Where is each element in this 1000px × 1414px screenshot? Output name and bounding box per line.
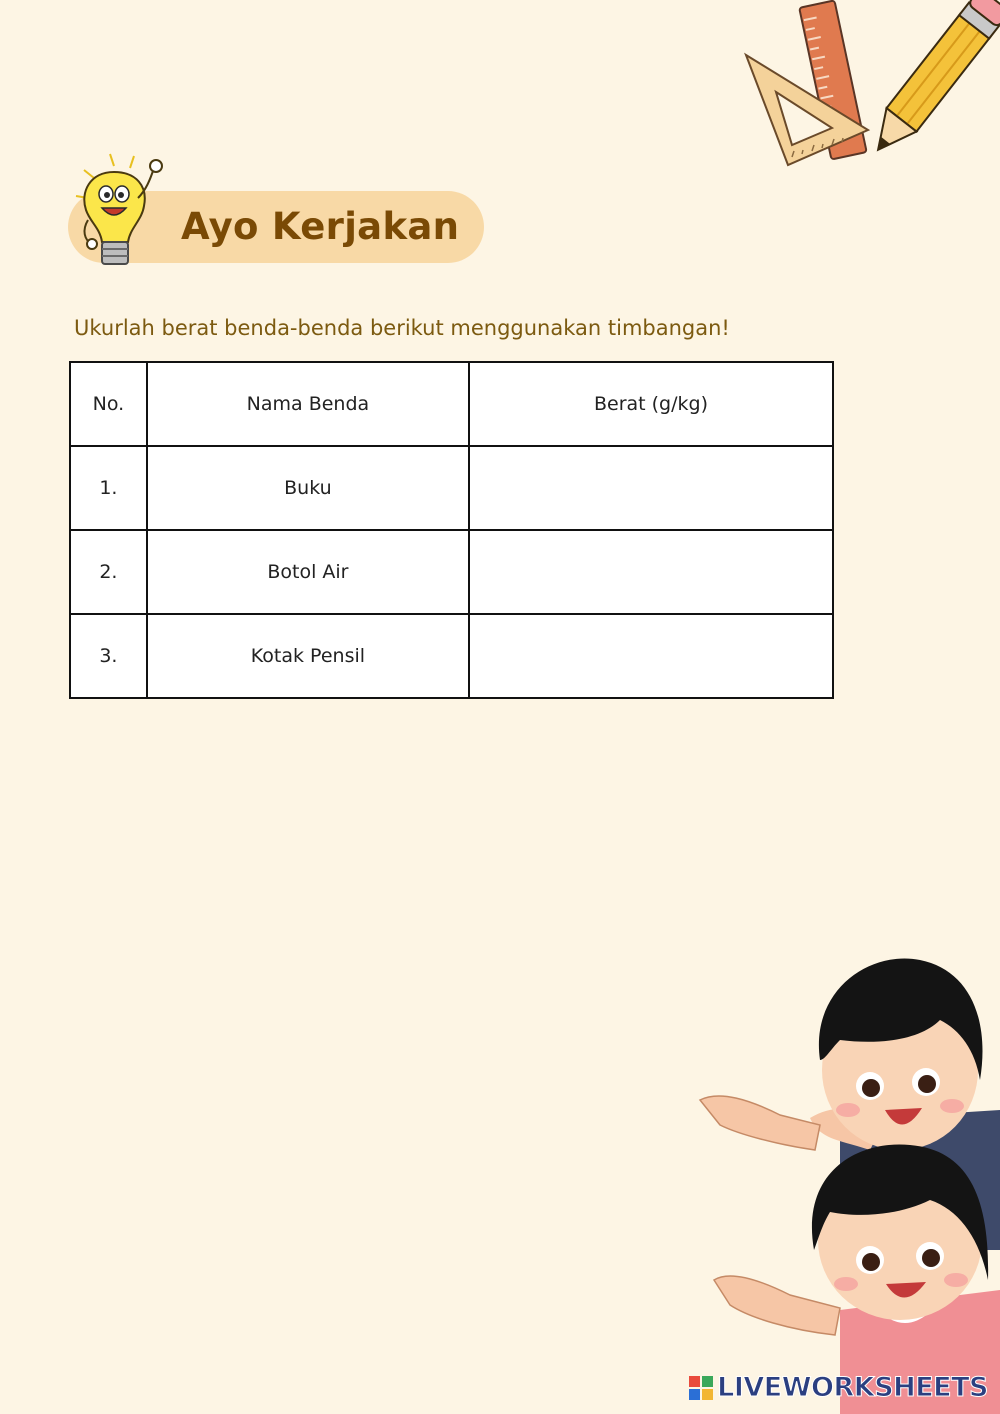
table-row [70,614,833,698]
item-name: Buku [147,446,469,530]
header-item-name: Nama Benda [147,362,469,446]
weight-input[interactable] [470,531,832,613]
children-illustration-icon [690,950,1000,1414]
brand-watermark [689,1372,988,1403]
table-row [70,446,833,530]
header-weight: Berat (g/kg) [469,362,833,446]
lightbulb-mascot-icon [72,150,172,280]
item-name: Kotak Pensil [147,614,469,698]
table-row [70,530,833,614]
pencil-icon [863,0,1000,161]
weight-input[interactable] [470,615,832,697]
weight-table [69,361,834,699]
liveworksheets-logo-icon [689,1376,713,1400]
row-number: 3. [70,614,147,698]
weight-cell [469,614,833,698]
row-number: 2. [70,530,147,614]
weight-cell [469,446,833,530]
stationery-icon [740,0,1000,170]
brand-name: LIVEWORKSHEETS [717,1372,988,1403]
row-number: 1. [70,446,147,530]
page-title: Ayo Kerjakan [181,205,460,248]
table-header-row [70,362,833,446]
header-no: No. [70,362,147,446]
weight-input[interactable] [470,447,832,529]
instruction-text: Ukurlah berat benda-benda berikut menggunakan timbangan! [74,316,730,340]
item-name: Botol Air [147,530,469,614]
weight-cell [469,530,833,614]
